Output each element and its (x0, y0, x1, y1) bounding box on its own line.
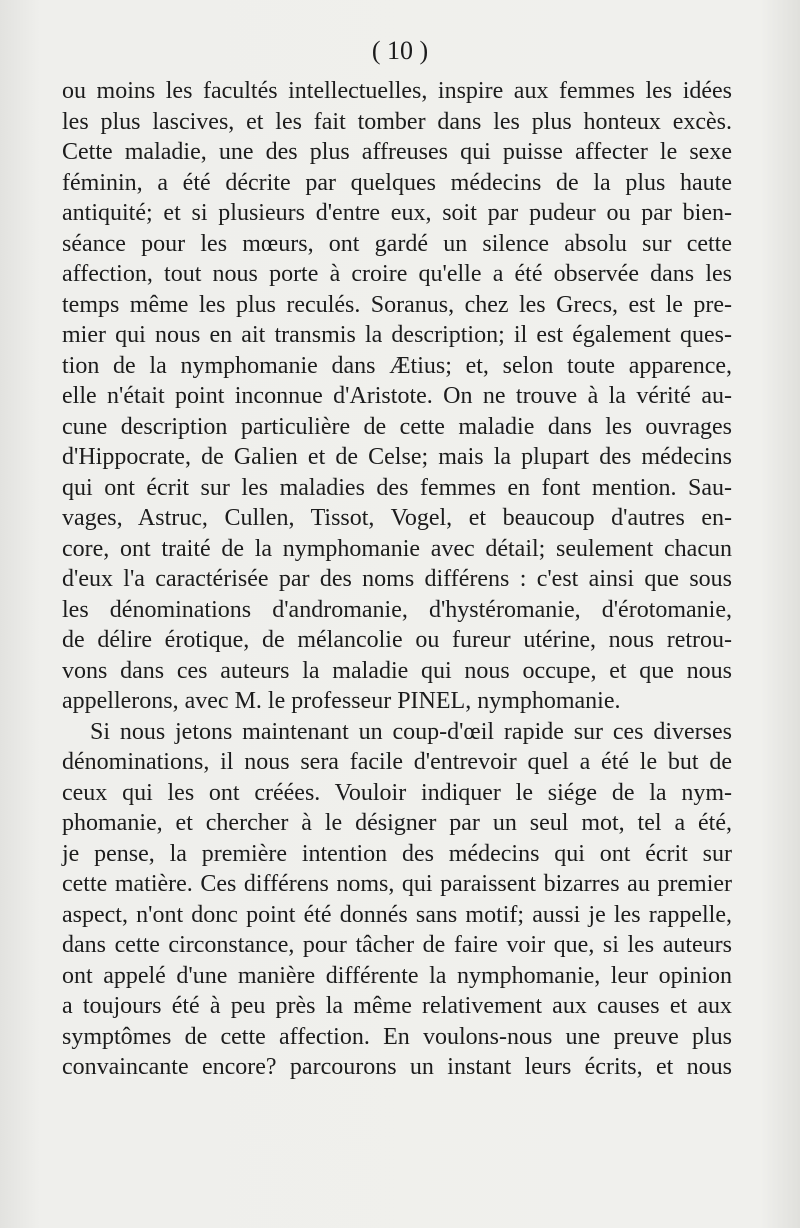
text-line: antiquité; et si plusieurs d'entre eux, soit par pudeur ou par bien- (62, 200, 732, 226)
text-line: core, ont traité de la nymphomanie avec détail; seulement chacun (62, 535, 732, 562)
text-line: vons dans ces auteurs la maladie qui nous occupe, et que nous (62, 657, 732, 684)
text-line: affection, tout nous porte à croire qu'elle a été observée dans les (62, 261, 732, 287)
body-text (62, 76, 732, 1083)
text-line: cette matière. Ces différens noms, qui paraissent bizarres au premier (62, 871, 732, 897)
page-number-header: ( 10 ) (371, 36, 429, 65)
text-line: cune description particulière de cette maladie dans les ouvrages (62, 413, 732, 440)
text-line: féminin, a été décrite par quelques médecins de la plus haute (62, 169, 732, 196)
text-line: convaincante encore? parcourons un instant leurs écrits, et nous (62, 1054, 732, 1080)
text-line: d'eux l'a caractérisée par des noms différens : c'est ainsi que sous (62, 566, 732, 592)
text-line: Si nous jetons maintenant un coup-d'œil rapide sur ces diverses (90, 718, 732, 745)
text-line: appellerons, avec M. le professeur PINEL, nymphomanie. (62, 688, 621, 714)
text-line: Cette maladie, une des plus affreuses qui puisse affecter le sexe (62, 139, 732, 165)
text-line: symptômes de cette affection. En voulons-nous une preuve plus (62, 1023, 732, 1050)
text-line: elle n'était point inconnue d'Aristote. On ne trouve à la vérité au- (62, 383, 732, 409)
text-line: les dénominations d'andromanie, d'hystéromanie, d'érotomanie, (62, 596, 732, 623)
text-line: mier qui nous en ait transmis la description; il est également ques- (62, 322, 732, 348)
text-line: dénominations, il nous sera facile d'entrevoir quel a été le but de (62, 749, 732, 775)
text-line: séance pour les mœurs, ont gardé un silence absolu sur cette (62, 230, 732, 257)
text-line: qui ont écrit sur les maladies des femmes en font mention. Sau- (62, 474, 732, 501)
text-line: aspect, n'ont donc point été donnés sans motif; aussi je les rappelle, (62, 901, 732, 928)
text-line: de délire érotique, de mélancolie ou fureur utérine, nous retrou- (62, 627, 732, 653)
text-line: ou moins les facultés intellectuelles, inspire aux femmes les idées (62, 78, 732, 104)
text-line: d'Hippocrate, de Galien et de Celse; mais la plupart des médecins (62, 444, 732, 470)
text-line: temps même les plus reculés. Soranus, chez les Grecs, est le pre- (62, 291, 732, 318)
text-line: tion de la nymphomanie dans Ætius; et, selon toute apparence, (62, 352, 732, 379)
text-line: phomanie, et chercher à le désigner par un seul mot, tel a été, (62, 810, 732, 836)
text-line: vages, Astruc, Cullen, Tissot, Vogel, et beaucoup d'autres en- (62, 505, 732, 531)
text-line: les plus lascives, et les fait tomber dans les plus honteux excès. (62, 108, 732, 135)
text-line: ceux qui les ont créées. Vouloir indiquer le siége de la nym- (62, 779, 732, 806)
text-line: je pense, la première intention des médecins qui ont écrit sur (62, 840, 732, 867)
text-line: dans cette circonstance, pour tâcher de faire voir que, si les auteurs (62, 932, 732, 958)
text-line: a toujours été à peu près la même relativement aux causes et aux (62, 993, 732, 1019)
text-line: ont appelé d'une manière différente la nymphomanie, leur opinion (62, 962, 732, 989)
